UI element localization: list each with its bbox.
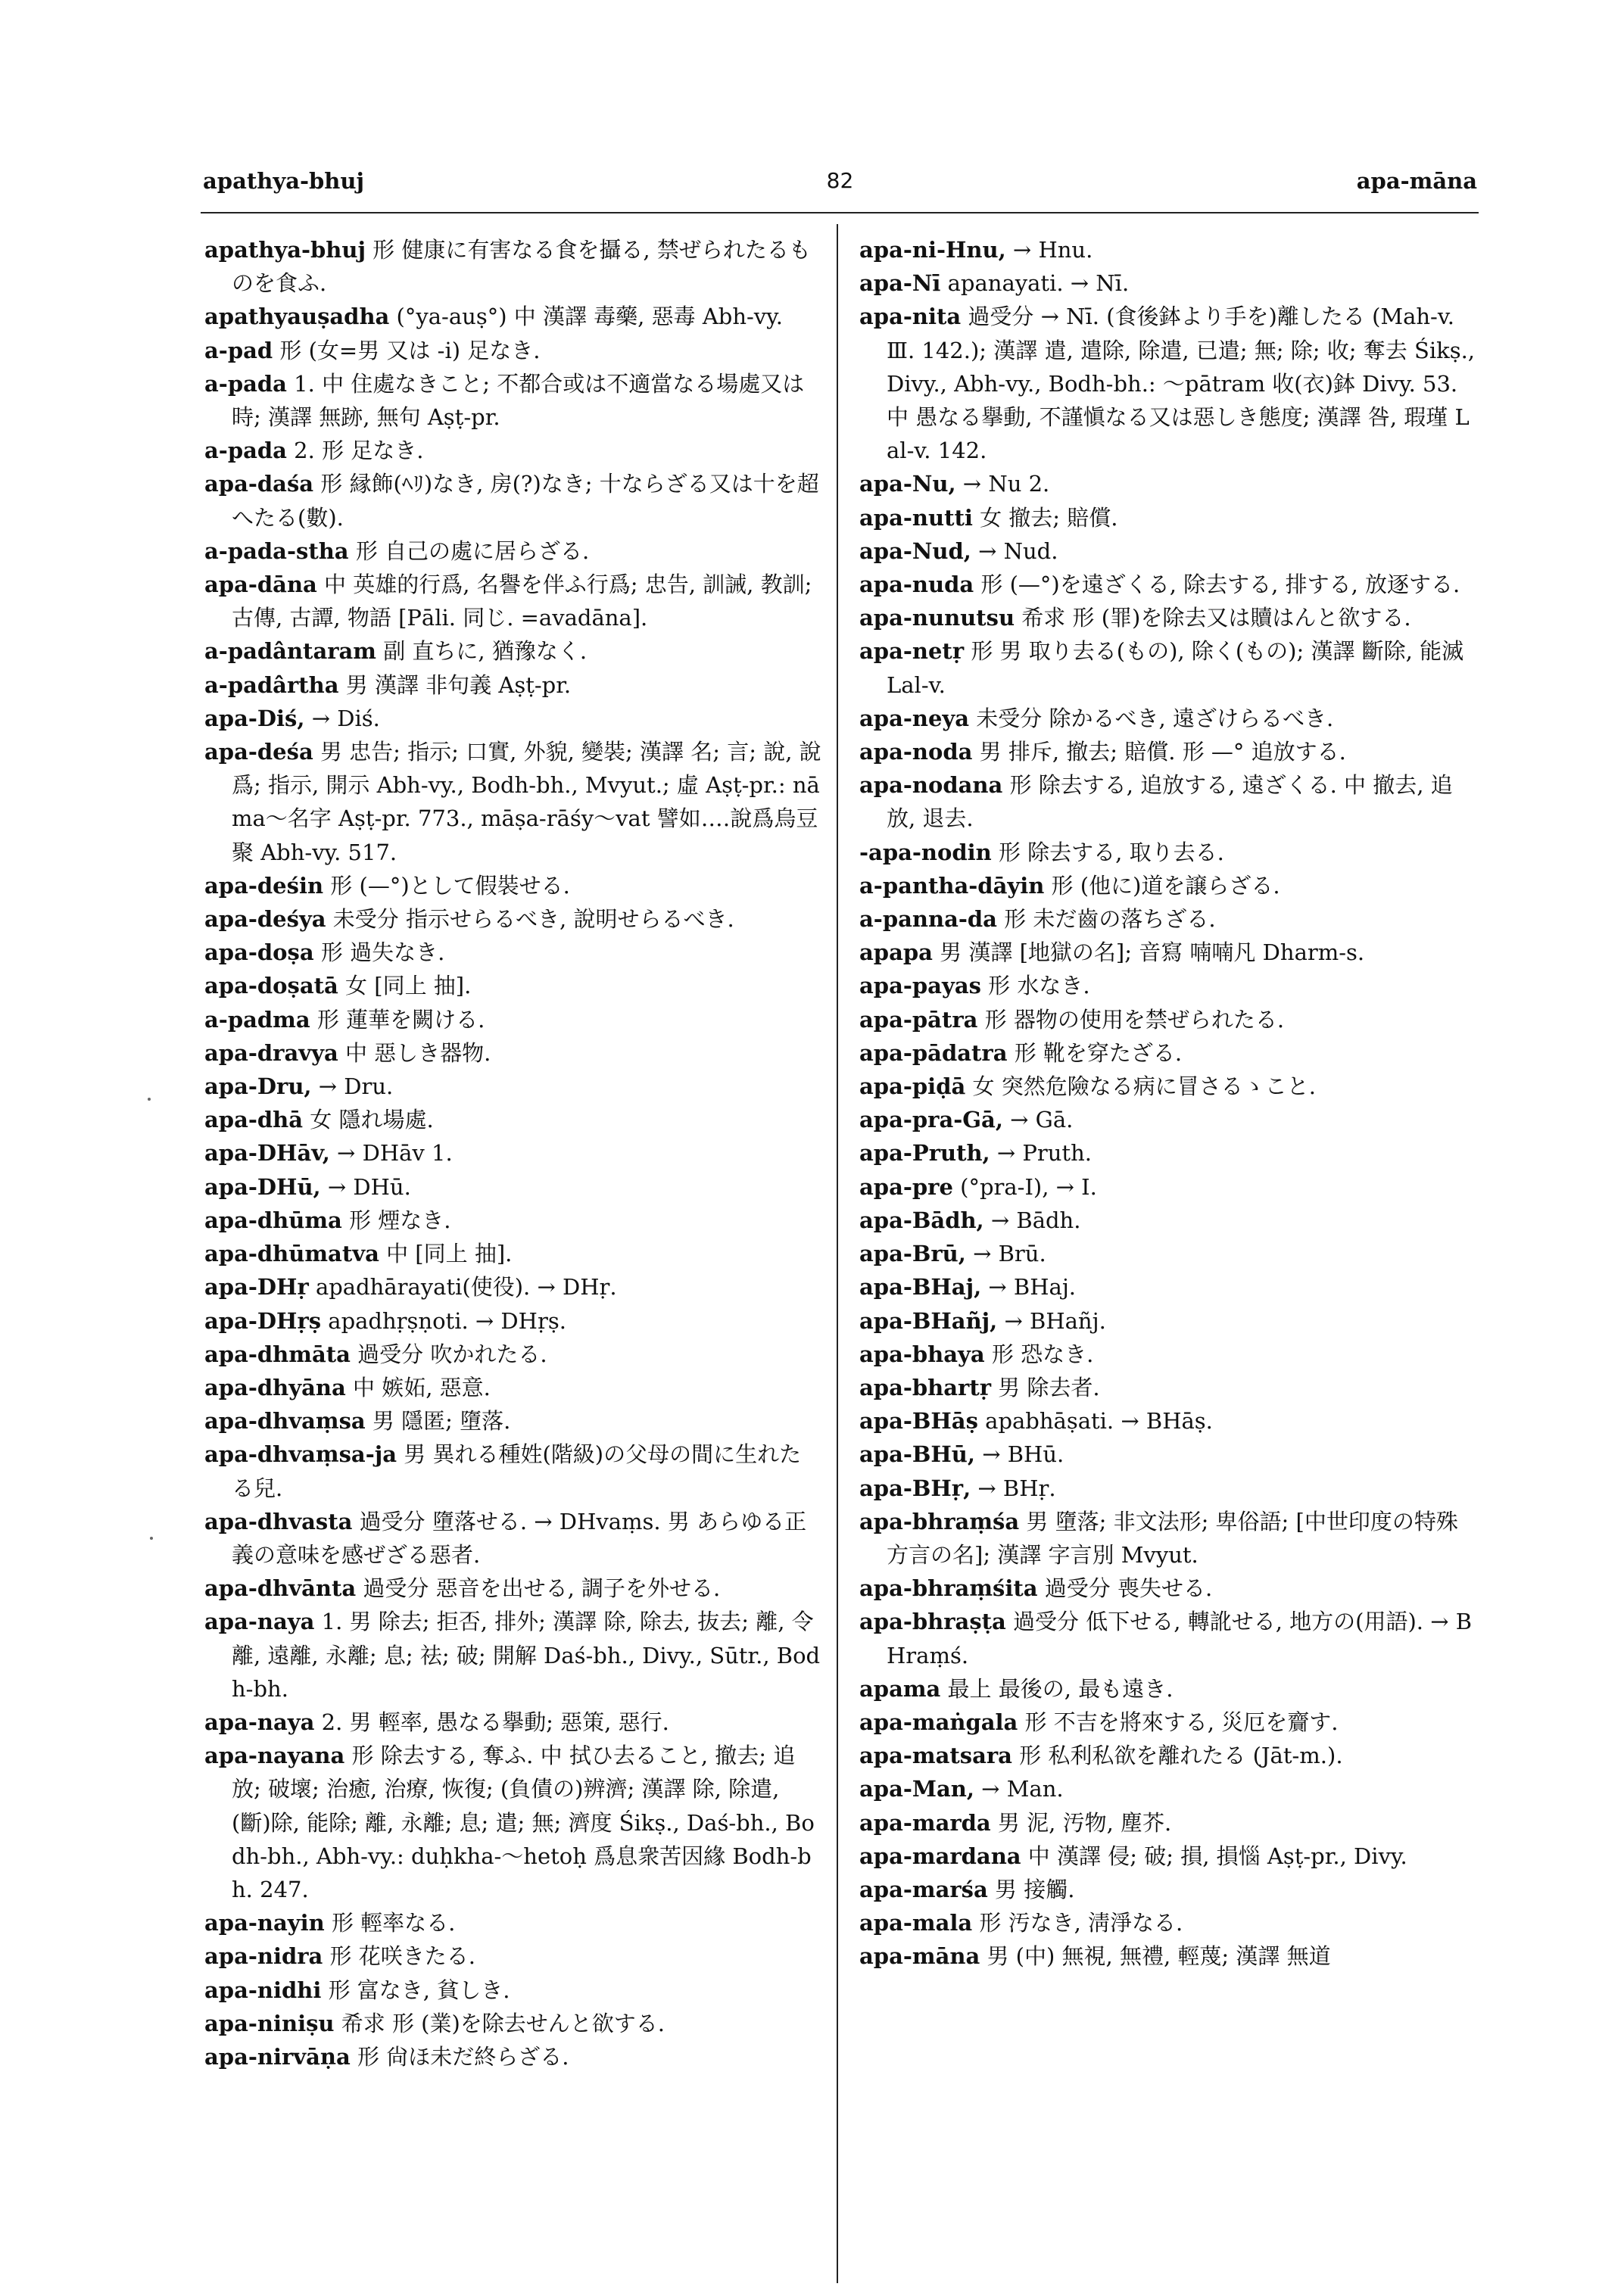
- dictionary-entry: [859, 1806, 1476, 1840]
- definition: apadhṛṣṇoti. → DHṛṣ.: [321, 1307, 566, 1334]
- dictionary-entry: [204, 1605, 821, 1706]
- dictionary-entry: [204, 1572, 821, 1605]
- definition: 未受分 除かるべき, 遠ざけらるべき.: [969, 705, 1334, 731]
- headword: apa-nodana: [859, 772, 1003, 799]
- headword: apa-Nī: [859, 270, 941, 297]
- headword: apa-Man,: [859, 1776, 974, 1802]
- dictionary-entry: [859, 1772, 1476, 1805]
- dictionary-entry: [859, 836, 1476, 869]
- dictionary-entry: [859, 601, 1476, 634]
- headword: apa-dhā: [204, 1107, 304, 1133]
- headword: apa-pra-Gā,: [859, 1107, 1003, 1133]
- scan-speck: [150, 1537, 153, 1540]
- dictionary-entry: [204, 1906, 821, 1939]
- column-divider: [837, 224, 838, 2283]
- headword: apa-nirvāṇa: [204, 2043, 351, 2070]
- dictionary-entry: [204, 1974, 821, 2007]
- dictionary-entry: [859, 233, 1476, 266]
- definition: 形 未だ齒の落ちざる.: [996, 906, 1216, 933]
- dictionary-entry: [859, 634, 1476, 701]
- headword: apa-deśa: [204, 739, 313, 765]
- headword: apa-maṅgala: [859, 1709, 1018, 1735]
- definition: 形 過失なき.: [313, 939, 445, 966]
- definition: 女 [同上 抽].: [338, 973, 472, 999]
- dictionary-entry: [859, 1472, 1476, 1505]
- dictionary-entry: [859, 1204, 1476, 1237]
- definition: 形 自己の處に居らざる.: [348, 537, 590, 564]
- headword: apa-pre: [859, 1173, 953, 1200]
- dictionary-entry: [859, 1103, 1476, 1136]
- headword: apa-dhyāna: [204, 1374, 346, 1400]
- scan-speck: [148, 1098, 151, 1101]
- definition: 形 除去する, 追放する, 遠ざくる. 中 撤去, 追放, 退去.: [887, 772, 1453, 832]
- definition: → DHāv 1.: [329, 1140, 453, 1167]
- dictionary-entry: [204, 568, 821, 634]
- dictionary-entry: [204, 735, 821, 869]
- headword: apa-dhvaṃsa: [204, 1408, 366, 1435]
- definition: 過受分 惡音を出せる, 調子を外せる.: [356, 1575, 721, 1602]
- headword: a-padântaram: [204, 638, 376, 665]
- definition: 形 汚なき, 淸淨なる.: [972, 1910, 1183, 1936]
- headword: apa-dhmāta: [204, 1341, 351, 1367]
- definition: → Nu 2.: [955, 471, 1050, 497]
- dictionary-entry: [859, 1706, 1476, 1739]
- headword: apa-DHāv,: [204, 1140, 330, 1167]
- dictionary-entry: [204, 2040, 821, 2073]
- definition: → BHṛ.: [971, 1475, 1056, 1501]
- definition: → Hnu.: [1005, 237, 1093, 263]
- headword: apa-matsara: [859, 1743, 1012, 1769]
- definition: 過受分 吹かれたる.: [350, 1341, 547, 1367]
- headword: apa-mala: [859, 1910, 973, 1936]
- dictionary-entry: [204, 1939, 821, 1973]
- dictionary-entry: [204, 1505, 821, 1572]
- dictionary-entry: [204, 534, 821, 568]
- dictionary-entry: [204, 1270, 821, 1304]
- headword: apa-BHañj,: [859, 1307, 998, 1334]
- definition: 最上 最後の, 最も遠き.: [940, 1675, 1174, 1702]
- running-head-left: apathya-bhuj: [203, 168, 364, 194]
- dictionary-entry: [859, 1170, 1476, 1204]
- definition: 未受分 指示せらるべき, 說明せらるべき.: [326, 906, 734, 933]
- headword: apa-niniṣu: [204, 2010, 335, 2036]
- headword: a-pantha-dāyin: [859, 872, 1045, 899]
- definition: → BHū.: [975, 1441, 1064, 1468]
- headword: apa-nita: [859, 304, 962, 330]
- headword: apa-nidhi: [204, 1977, 322, 2003]
- definition: 過受分 低下せる, 轉訛せる, 地方の(用語). → BHraṃś.: [887, 1609, 1473, 1668]
- definition: 過受分 喪失せる.: [1037, 1575, 1213, 1602]
- dictionary-entry: [859, 702, 1476, 735]
- dictionary-entry: [859, 568, 1476, 601]
- dictionary-entry: [859, 1404, 1476, 1438]
- definition: 形 花咲きたる.: [323, 1943, 475, 1970]
- headword: apa-netṛ: [859, 638, 965, 665]
- definition: 形 恐なき.: [984, 1341, 1094, 1367]
- dictionary-entry: [204, 702, 821, 735]
- definition: → Diś.: [304, 705, 380, 731]
- headword: apa-deśya: [204, 906, 326, 933]
- dictionary-entry: [204, 1003, 821, 1036]
- headword: apa-dhvānta: [204, 1575, 357, 1602]
- dictionary-entry: [859, 1505, 1476, 1572]
- definition: → Gā.: [1002, 1107, 1074, 1133]
- definition: 2. 男 輕率, 愚なる擧動; 惡策, 惡行.: [314, 1709, 669, 1735]
- dictionary-entry: [859, 902, 1476, 936]
- dictionary-entry: [859, 467, 1476, 500]
- dictionary-entry: [204, 1338, 821, 1371]
- headword: apa-bhraṃśa: [859, 1508, 1020, 1534]
- headword: apa-neya: [859, 705, 970, 731]
- definition: 形 蓮華を闕ける.: [310, 1006, 485, 1033]
- definition: → BHaj.: [981, 1274, 1077, 1301]
- definition: → Brū.: [965, 1241, 1046, 1267]
- definition: (°ya-auṣ°) 中 漢譯 毒藥, 惡毒 Abh-vy.: [389, 304, 783, 330]
- header-rule: [201, 212, 1479, 213]
- definition: 形 水なき.: [980, 973, 1090, 999]
- dictionary-entry: [859, 1003, 1476, 1036]
- dictionary-entry: [859, 300, 1476, 467]
- dictionary-entry: [204, 367, 821, 434]
- definition: 形 健康に有害なる食を攝る, 禁ぜられたるものを食ふ.: [232, 237, 811, 297]
- headword: apa-DHṛ: [204, 1274, 309, 1301]
- headword: apa-BHaj,: [859, 1274, 982, 1301]
- dictionary-entry: [859, 768, 1476, 835]
- definition: 形 (女=男 又は -i) 足なき.: [273, 337, 541, 363]
- dictionary-entry: [859, 969, 1476, 1002]
- definition: 男 漢譯 [地獄の名]; 音寫 喃喃凡 Dharm-s.: [932, 939, 1365, 966]
- definition: → Bādh.: [983, 1207, 1081, 1233]
- dictionary-entry: [859, 1672, 1476, 1706]
- headword: apa-BHū,: [859, 1441, 975, 1468]
- dictionary-entry: [204, 1739, 821, 1906]
- definition: 形 靴を穿たざる.: [1007, 1039, 1183, 1066]
- headword: apa-Nud,: [859, 537, 971, 564]
- running-head-right: apa-māna: [1356, 168, 1477, 194]
- definition: 形 除去する, 奪ふ. 中 拭ひ去ること, 撤去; 追放; 破壞; 治癒, 治療, 恢復; (負債の)辨濟; 漢譯 除, 除遣, (斷)除, 能除; 離, 永離; 息; 遣; 無; 濟度 Śikṣ., Daś-bh., Bodh-bh., Abh-vy.: duḥkha-～hetoḥ 爲息衆苦因緣 Bodh-bh. 247.: [232, 1743, 815, 1902]
- headword: apa-dhvasta: [204, 1508, 353, 1534]
- dictionary-entry: [859, 1840, 1476, 1873]
- definition: 1. 男 除去; 拒否, 排外; 漢譯 除, 除去, 抜去; 離, 令離, 遠離, 永離; 息; 祛; 破; 開解 Daś-bh., Divy., Sūtr., Bodh-bh.: [232, 1609, 821, 1702]
- headword: apa-nutti: [859, 504, 973, 531]
- definition: 中 惡しき器物.: [338, 1039, 491, 1066]
- definition: apadhārayati(使役). → DHṛ.: [308, 1274, 617, 1301]
- definition: 女 突然危險なる病に冒さるゝこと.: [965, 1073, 1316, 1100]
- headword: apa-māna: [859, 1943, 980, 1970]
- dictionary-entry: [204, 334, 821, 367]
- headword: a-pada: [204, 370, 287, 397]
- headword: apa-piḍā: [859, 1073, 966, 1100]
- definition: 形 輕率なる.: [324, 1910, 456, 1936]
- definition: 男 異れる種姓(階級)の父母の間に生れたる兒.: [232, 1441, 802, 1501]
- definition: 女 隱れ場處.: [303, 1107, 434, 1133]
- dictionary-entry: [859, 1873, 1476, 1906]
- dictionary-entry: [204, 1438, 821, 1504]
- dictionary-entry: [204, 467, 821, 534]
- definition: 中 英雄的行爲, 名譽を伴ふ行爲; 忠告, 訓誡, 教訓; 古傳, 古譚, 物語 [Pāli. 同じ. =avadāna].: [232, 572, 812, 631]
- definition: 形 縁飾(ﾍﾘ)なき, 房(?)なき; 十ならざる又は十を超へたる(數).: [232, 471, 819, 531]
- dictionary-entry: [204, 1070, 821, 1103]
- dictionary-entry: [859, 1572, 1476, 1605]
- definition: 男 (中) 無視, 無禮, 輕蔑; 漢譯 無道: [980, 1943, 1331, 1970]
- dictionary-entry: [204, 1371, 821, 1404]
- headword: apa-marda: [859, 1809, 991, 1836]
- dictionary-entry: [204, 902, 821, 936]
- headword: a-pada-stha: [204, 537, 349, 564]
- dictionary-entry: [204, 1170, 821, 1204]
- dictionary-entry: [204, 1304, 821, 1338]
- dictionary-entry: [859, 735, 1476, 768]
- definition: 希求 形 (罪)を除去又は贖はんと欲する.: [1015, 605, 1411, 631]
- headword: apa-dhūmatva: [204, 1241, 379, 1267]
- dictionary-entry: [204, 969, 821, 1002]
- definition: 2. 形 足なき.: [286, 438, 424, 464]
- page-header: [203, 168, 1477, 206]
- definition: 形 私利私欲を離れたる (Jāt-m.).: [1011, 1743, 1343, 1769]
- definition: → Pruth.: [990, 1140, 1092, 1167]
- dictionary-entry: [859, 1739, 1476, 1772]
- headword: apa-nunutsu: [859, 605, 1015, 631]
- headword: apa-doṣatā: [204, 973, 338, 999]
- headword: apa-deśin: [204, 872, 324, 899]
- headword: apa-bhraṣṭa: [859, 1609, 1006, 1635]
- headword: apathyauṣadha: [204, 304, 390, 330]
- headword: apa-pātra: [859, 1006, 978, 1033]
- headword: apa-Nu,: [859, 471, 956, 497]
- definition: 形 尙ほ未だ終らざる.: [350, 2043, 569, 2070]
- definition: 男 漢譯 非句義 Aṣṭ-pr.: [338, 671, 572, 698]
- headword: apa-Pruth,: [859, 1140, 990, 1167]
- definition: 男 接觸.: [987, 1876, 1075, 1902]
- dictionary-entry: [859, 1136, 1476, 1170]
- definition: 男 隱匿; 墮落.: [365, 1408, 511, 1435]
- right-column: [859, 233, 1476, 1974]
- definition: 形 富なき, 貧しき.: [321, 1977, 510, 2003]
- headword: a-panna-da: [859, 906, 997, 933]
- dictionary-entry: [204, 2007, 821, 2040]
- headword: apa-nayana: [204, 1743, 345, 1769]
- dictionary-entry: [204, 1136, 821, 1170]
- definition: 中 漢譯 侵; 破; 損, 損惱 Aṣṭ-pr., Divy.: [1021, 1843, 1407, 1869]
- dictionary-entry: [859, 936, 1476, 969]
- headword: apa-marśa: [859, 1876, 988, 1902]
- headword: apa-Brū,: [859, 1241, 966, 1267]
- dictionary-entry: [204, 1706, 821, 1739]
- headword: apa-dhūma: [204, 1207, 342, 1233]
- dictionary-entry: [859, 1270, 1476, 1304]
- definition: 形 (他に)道を譲らざる.: [1044, 872, 1280, 899]
- definition: 1. 中 住處なきこと; 不都合或は不適當なる場處又は時; 漢譯 無跡, 無句 Aṣṭ-pr.: [232, 370, 805, 431]
- dictionary-entry: [859, 1371, 1476, 1404]
- definition: 形 (—°)として假裝せる.: [323, 872, 570, 899]
- headword: apa-BHṛ,: [859, 1475, 971, 1501]
- definition: 男 泥, 汚物, 塵芥.: [990, 1809, 1172, 1836]
- headword: apa-naya: [204, 1709, 315, 1735]
- headword: apa-dhvaṃsa-ja: [204, 1441, 397, 1468]
- definition: (°pra-I), → I.: [952, 1173, 1097, 1200]
- definition: 副 直ちに, 猶豫なく.: [376, 638, 588, 665]
- dictionary-entry: [204, 634, 821, 668]
- definition: 形 除去する, 取り去る.: [991, 839, 1224, 865]
- headword: apa-dravya: [204, 1039, 338, 1066]
- dictionary-entry: [859, 1939, 1476, 1973]
- dictionary-entry: [859, 1906, 1476, 1939]
- headword: apa-doṣa: [204, 939, 314, 966]
- definition: 女 撤去; 賠償.: [972, 504, 1118, 531]
- definition: → Nud.: [971, 537, 1058, 564]
- definition: apanayati. → Nī.: [940, 270, 1130, 297]
- dictionary-entry: [859, 1036, 1476, 1070]
- headword: apa-pādatra: [859, 1039, 1008, 1066]
- definition: 形 不吉を將來する, 災厄を齎す.: [1018, 1709, 1339, 1735]
- dictionary-entry: [204, 869, 821, 902]
- definition: → Man.: [974, 1776, 1064, 1802]
- headword: apa-nidra: [204, 1943, 323, 1970]
- left-column: [204, 233, 821, 2073]
- headword: -apa-nodin: [859, 839, 992, 865]
- headword: apa-mardana: [859, 1843, 1021, 1869]
- dictionary-entry: [204, 233, 821, 300]
- headword: apathya-bhuj: [204, 237, 366, 263]
- dictionary-entry: [859, 1338, 1476, 1371]
- headword: apama: [859, 1675, 941, 1702]
- dictionary-entry: [859, 1438, 1476, 1471]
- headword: apapa: [859, 939, 933, 966]
- headword: apa-noda: [859, 739, 973, 765]
- definition: → DHū.: [320, 1173, 411, 1200]
- definition: 過受分 墮落せる. → DHvaṃs. 男 あらゆる正義の意味を感ぜざる惡者.: [232, 1508, 807, 1568]
- definition: 男 排斥, 撤去; 賠償. 形 —° 追放する.: [972, 739, 1346, 765]
- definition: 形 (—°)を遠ざくる, 除去する, 排する, 放逐する.: [974, 572, 1460, 598]
- dictionary-entry: [859, 534, 1476, 568]
- headword: apa-daśa: [204, 471, 314, 497]
- definition: 形 煙なき.: [341, 1207, 451, 1233]
- dictionary-entry: [859, 869, 1476, 902]
- definition: → BHañj.: [997, 1307, 1106, 1334]
- headword: apa-Dru,: [204, 1073, 312, 1100]
- dictionary-entry: [859, 266, 1476, 300]
- definition: 男 墮落; 非文法形; 卑俗語; [中世印度の特殊方言の名]; 漢譯 字言別 Mvyut.: [887, 1508, 1458, 1568]
- headword: apa-DHṛṣ: [204, 1307, 322, 1334]
- headword: apa-ni-Hnu,: [859, 237, 1006, 263]
- dictionary-entry: [859, 501, 1476, 534]
- definition: apabhāṣati. → BHāṣ.: [977, 1408, 1213, 1435]
- headword: apa-Bādh,: [859, 1207, 984, 1233]
- headword: apa-nuda: [859, 572, 974, 598]
- headword: apa-bhaya: [859, 1341, 985, 1367]
- headword: apa-dāna: [204, 572, 317, 598]
- headword: a-padma: [204, 1006, 310, 1033]
- headword: apa-payas: [859, 973, 981, 999]
- dictionary-entry: [204, 1404, 821, 1438]
- definition: 希求 形 (業)を除去せんと欲する.: [334, 2010, 665, 2036]
- headword: apa-nayin: [204, 1910, 325, 1936]
- dictionary-entry: [204, 668, 821, 702]
- definition: 形 器物の使用を禁ぜられたる.: [977, 1006, 1285, 1033]
- dictionary-entry: [859, 1304, 1476, 1338]
- dictionary-entry: [859, 1605, 1476, 1671]
- dictionary-entry: [204, 1036, 821, 1070]
- dictionary-entry: [859, 1070, 1476, 1103]
- dictionary-entry: [859, 1237, 1476, 1270]
- headword: apa-naya: [204, 1609, 315, 1635]
- headword: apa-Diś,: [204, 705, 305, 731]
- headword: apa-DHū,: [204, 1173, 321, 1200]
- headword: apa-BHāṣ: [859, 1408, 978, 1435]
- dictionary-entry: [204, 300, 821, 333]
- headword: a-pada: [204, 438, 287, 464]
- definition: 形 男 取り去る(もの), 除く(もの); 漢譯 斷除, 能滅 Lal-v.: [887, 638, 1464, 698]
- headword: apa-bhraṃśita: [859, 1575, 1038, 1602]
- dictionary-entry: [204, 1237, 821, 1270]
- page-number: 82: [826, 168, 854, 193]
- dictionary-entry: [204, 434, 821, 467]
- dictionary-entry: [204, 1103, 821, 1136]
- headword: apa-bhartṛ: [859, 1374, 991, 1400]
- definition: 中 嫉妬, 惡意.: [345, 1374, 491, 1400]
- definition: 男 忠告; 指示; 口實, 外貌, 變裝; 漢譯 名; 言; 說, 說爲; 指示, 開示 Abh-vy., Bodh-bh., Mvyut.; 虛 Aṣṭ-pr.: nāma～名字 Aṣṭ-pr. 773., māṣa-rāśy～vat 譬如‥‥說爲烏豆聚 Abh-vy. 517.: [232, 739, 821, 865]
- headword: a-padârtha: [204, 671, 339, 698]
- definition: 中 [同上 抽].: [379, 1241, 513, 1267]
- dictionary-entry: [204, 936, 821, 969]
- definition: → Dru.: [311, 1073, 394, 1100]
- definition: 過受分 → Nī. (食後鉢より手を)離したる (Mah-v. Ⅲ. 142.); 漢譯 遣, 遣除, 除遣, 已遣; 無; 除; 收; 奪去 Śikṣ., Divy., Abh-vy., Bodh-bh.: ～pātram 收(衣)鉢 Divy. 53. 中 愚なる擧動, 不謹愼なる又は惡しき態度; 漢譯 咎, 瑕瑾 Lal-v. 142.: [887, 304, 1476, 464]
- headword: a-pad: [204, 337, 273, 363]
- definition: 男 除去者.: [991, 1374, 1100, 1400]
- dictionary-entry: [204, 1204, 821, 1237]
